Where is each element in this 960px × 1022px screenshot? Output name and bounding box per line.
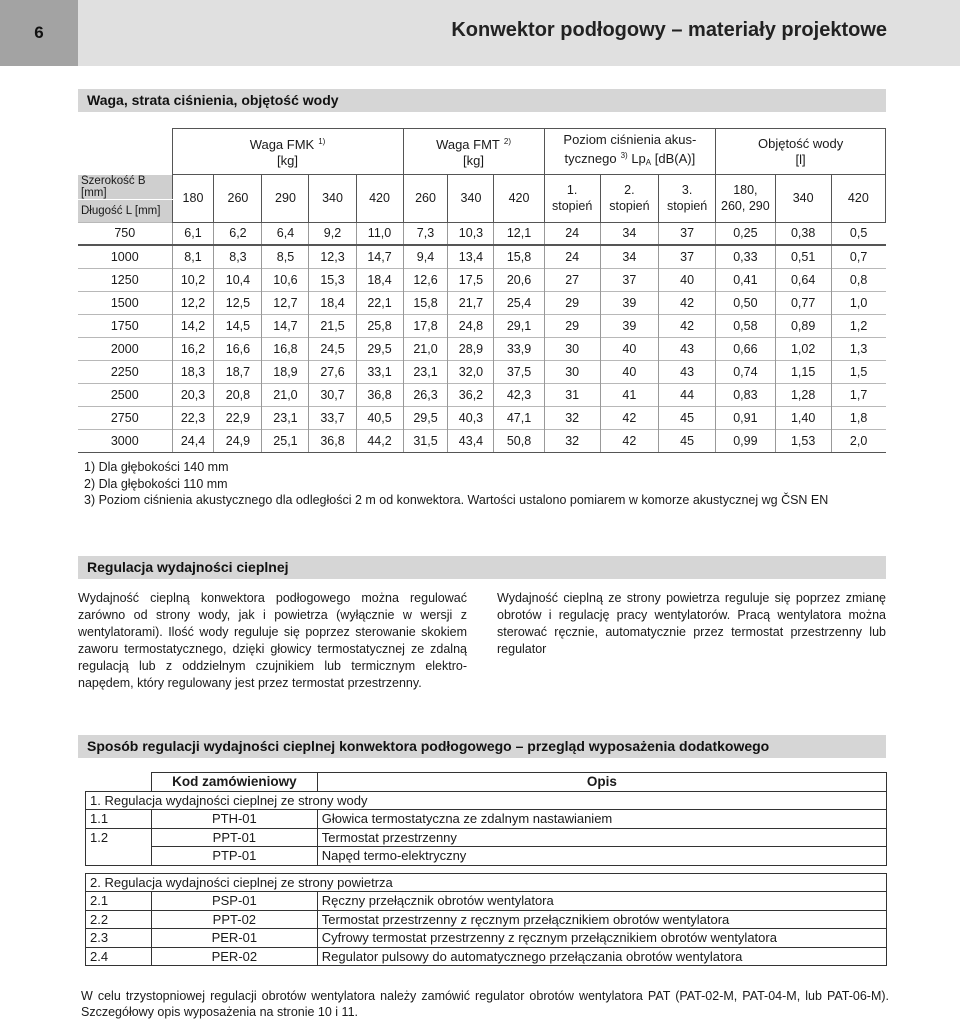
table-cell: 0,33 (716, 245, 775, 268)
table-cell: 40,5 (356, 406, 403, 429)
table-cell: 45 (659, 429, 716, 452)
item-description: Termostat przestrzenny (317, 828, 886, 847)
table-cell: 16,6 (214, 337, 262, 360)
table-cell: 20,3 (172, 383, 214, 406)
table-cell: 22,3 (172, 406, 214, 429)
note: 2) Dla głębokości 110 mm (84, 476, 228, 491)
row-length: 2500 (78, 383, 172, 406)
table-cell: 45 (659, 406, 716, 429)
volume-col-header: 420 (831, 175, 885, 223)
table-cell: 37 (659, 245, 716, 268)
table-cell: 34 (600, 222, 658, 245)
section-title-accessories: Sposób regulacji wydajności cieplnej konwektora podłogowego – przegląd wyposażenia dodatkowego (78, 735, 886, 758)
table-cell: 33,1 (356, 360, 403, 383)
table-cell: 22,9 (214, 406, 262, 429)
table-cell: 0,66 (716, 337, 775, 360)
table-cell: 12,6 (403, 268, 448, 291)
table-cell: 44,2 (356, 429, 403, 452)
table-cell: 0,25 (716, 222, 775, 245)
col-header: 260 (403, 175, 448, 223)
row-length: 3000 (78, 429, 172, 452)
item-code: PTP-01 (151, 847, 317, 866)
col-header: 340 (448, 175, 494, 223)
table-cell: 39 (600, 314, 658, 337)
volume-col-header: 180, 260, 290 (716, 175, 775, 223)
item-description: Regulator pulsowy do automatycznego przełączania obrotów wentylatora (317, 947, 886, 966)
table-row (78, 429, 886, 452)
table-cell: 0,99 (716, 429, 775, 452)
header-volume: Objętość wody [l] (716, 129, 886, 175)
table-cell: 12,7 (262, 291, 309, 314)
note: 3) Poziom ciśnienia akustycznego dla odległości 2 m od konwektora. Wartości ustalono pomiarem w komorze akustycznej wg ČSN EN (84, 493, 829, 507)
table-cell: 28,9 (448, 337, 494, 360)
table-cell: 31 (544, 383, 600, 406)
note: 1) Dla głębokości 140 mm (84, 460, 229, 474)
table-cell: 0,89 (775, 314, 831, 337)
row-length: 1250 (78, 268, 172, 291)
col-header: 420 (356, 175, 403, 223)
table-cell: 2,0 (831, 429, 885, 452)
table-cell: 24 (544, 245, 600, 268)
table-cell: 32 (544, 429, 600, 452)
item-code: PPT-01 (151, 828, 317, 847)
item-number: 2.3 (86, 929, 152, 948)
table-row (78, 291, 886, 314)
group-title: 2. Regulacja wydajności cieplnej ze strony powietrza (86, 873, 887, 892)
group-title: 1. Regulacja wydajności cieplnej ze strony wody (86, 791, 887, 810)
item-description: Napęd termo-elektryczny (317, 847, 886, 866)
accessories-footnote: W celu trzystopniowej regulacji obrotów wentylatora należy zamówić regulator obrotów wentylatora PAT (PAT-02-M, PAT-04-M, lub PAT-06-M). Szczegółowy opis wyposażenia na stronie 10 i 11. (81, 989, 889, 1019)
table-cell: 8,5 (262, 245, 309, 268)
table-cell: 14,2 (172, 314, 214, 337)
section-title-weight: Waga, strata ciśnienia, objętość wody (78, 89, 886, 112)
table-cell: 18,3 (172, 360, 214, 383)
table-cell: 25,1 (262, 429, 309, 452)
table-cell: 13,4 (448, 245, 494, 268)
table-cell: 10,2 (172, 268, 214, 291)
table-cell: 0,74 (716, 360, 775, 383)
table-cell: 24,9 (214, 429, 262, 452)
item-description: Termostat przestrzenny z ręcznym przełącznikiem obrotów wentylatora (317, 910, 886, 929)
row-length: 2750 (78, 406, 172, 429)
table-cell: 29,5 (356, 337, 403, 360)
table-cell: 6,4 (262, 222, 309, 245)
item-code: PSP-01 (151, 892, 317, 911)
table-cell: 10,3 (448, 222, 494, 245)
item-code: PTH-01 (151, 810, 317, 829)
table-row (78, 383, 886, 406)
col-header: 180 (172, 175, 214, 223)
page-header (0, 0, 960, 66)
table-cell: 37,5 (494, 360, 544, 383)
table-cell: 15,3 (309, 268, 356, 291)
col-header: 420 (494, 175, 544, 223)
length-label: Długość L [mm] (78, 199, 172, 222)
stage1-header: 1. stopień (544, 175, 600, 223)
table-cell: 41 (600, 383, 658, 406)
table-cell: 23,1 (403, 360, 448, 383)
table-cell: 42 (600, 406, 658, 429)
table-cell: 6,1 (172, 222, 214, 245)
row-length: 750 (78, 222, 172, 245)
table-cell: 0,83 (716, 383, 775, 406)
table-cell: 20,8 (214, 383, 262, 406)
table-cell: 0,38 (775, 222, 831, 245)
regulation-text-left: Wydajność cieplną konwektora podłogowego można regulować zarówno od strony wody, jak i powietrza (wyłącznie w wersji z wentylatorami). Ilość wody reguluje się poprzez sterowanie skokiem zaworu termostatycznego, dzięki głowicy termostatycznej ze zdalną regulacją lub z oddzielnym czujnikiem lub termicznym elektro-napędem, który regulowany jest przez termostat przestrzenny. (78, 591, 467, 690)
table-cell: 39 (600, 291, 658, 314)
table-cell: 30 (544, 360, 600, 383)
table-cell: 29 (544, 291, 600, 314)
page-title: Konwektor podłogowy – materiały projektowe (451, 19, 887, 41)
table-cell: 18,9 (262, 360, 309, 383)
item-number: 2.4 (86, 947, 152, 966)
table-notes (84, 459, 828, 509)
table-cell: 11,0 (356, 222, 403, 245)
table-cell: 27,6 (309, 360, 356, 383)
table-cell: 1,5 (831, 360, 885, 383)
table-cell: 21,0 (403, 337, 448, 360)
table-cell: 24,8 (448, 314, 494, 337)
table-cell: 6,2 (214, 222, 262, 245)
item-description: Cyfrowy termostat przestrzenny z ręcznym przełącznikiem obrotów wentylatora (317, 929, 886, 948)
row-length: 2000 (78, 337, 172, 360)
item-code: PER-02 (151, 947, 317, 966)
table-cell: 27 (544, 268, 600, 291)
table-cell: 12,1 (494, 222, 544, 245)
table-cell: 22,1 (356, 291, 403, 314)
table-cell: 14,5 (214, 314, 262, 337)
table-cell: 37 (600, 268, 658, 291)
page-number: 6 (0, 0, 78, 66)
table-cell: 18,4 (356, 268, 403, 291)
table-cell: 7,3 (403, 222, 448, 245)
accessories-table (85, 772, 887, 966)
table-cell: 32 (544, 406, 600, 429)
table-cell: 18,4 (309, 291, 356, 314)
col-header: 290 (262, 175, 309, 223)
table-cell: 0,8 (831, 268, 885, 291)
table-cell: 42,3 (494, 383, 544, 406)
table-cell: 14,7 (262, 314, 309, 337)
table-cell: 31,5 (403, 429, 448, 452)
table-cell: 0,41 (716, 268, 775, 291)
table-cell: 32,0 (448, 360, 494, 383)
regulation-text-right: Wydajność cieplną ze strony powietrza reguluje się poprzez zmianę obrotów i regulację pracy wentylatorów. Pracą wentylatora można sterować ręcznie, automatycznie przez termostat przestrzenny lub regulator (497, 591, 886, 656)
table-cell: 43 (659, 337, 716, 360)
table-cell: 43 (659, 360, 716, 383)
item-number (86, 847, 152, 866)
table-cell: 21,7 (448, 291, 494, 314)
table-cell: 1,7 (831, 383, 885, 406)
table-cell: 12,5 (214, 291, 262, 314)
table-cell: 40 (659, 268, 716, 291)
header-fmk: Waga FMK $^{1)}$ [kg] (172, 129, 403, 175)
table-row (78, 337, 886, 360)
table-cell: 29,1 (494, 314, 544, 337)
table-cell: 0,64 (775, 268, 831, 291)
table-cell: 1,02 (775, 337, 831, 360)
table-cell: 50,8 (494, 429, 544, 452)
item-number: 1.1 (86, 810, 152, 829)
table-cell: 33,9 (494, 337, 544, 360)
table-cell: 24,4 (172, 429, 214, 452)
table-cell: 25,4 (494, 291, 544, 314)
table-row (78, 268, 886, 291)
table-cell: 40 (600, 337, 658, 360)
table-cell: 30 (544, 337, 600, 360)
table-cell: 21,5 (309, 314, 356, 337)
table-cell: 8,1 (172, 245, 214, 268)
table-cell: 0,50 (716, 291, 775, 314)
table-cell: 1,8 (831, 406, 885, 429)
header-order-code: Kod zamówieniowy (151, 773, 317, 792)
table-cell: 21,0 (262, 383, 309, 406)
table-cell: 42 (600, 429, 658, 452)
table-row (78, 314, 886, 337)
table-cell: 24,5 (309, 337, 356, 360)
table-cell: 36,8 (309, 429, 356, 452)
stage2-header: 2. stopień (600, 175, 658, 223)
table-cell: 0,51 (775, 245, 831, 268)
table-cell: 15,8 (494, 245, 544, 268)
table-cell: 26,3 (403, 383, 448, 406)
table-cell: 16,2 (172, 337, 214, 360)
table-cell: 9,4 (403, 245, 448, 268)
table-cell: 25,8 (356, 314, 403, 337)
table-cell: 12,3 (309, 245, 356, 268)
table-cell: 0,58 (716, 314, 775, 337)
table-cell: 0,7 (831, 245, 885, 268)
table-cell: 0,77 (775, 291, 831, 314)
table-cell: 12,2 (172, 291, 214, 314)
table-cell: 0,91 (716, 406, 775, 429)
item-number: 1.2 (86, 828, 152, 847)
row-length: 2250 (78, 360, 172, 383)
table-cell: 1,53 (775, 429, 831, 452)
table-row (78, 222, 886, 245)
header-description: Opis (317, 773, 886, 792)
table-cell: 10,6 (262, 268, 309, 291)
row-length: 1000 (78, 245, 172, 268)
table-cell: 15,8 (403, 291, 448, 314)
spacer (86, 865, 887, 873)
header-noise: Poziom ciśnienia akus- tycznego $^{3)}$ $Lp_A$ [dB(A)] (544, 129, 716, 175)
table-cell: 24 (544, 222, 600, 245)
table-cell: 1,15 (775, 360, 831, 383)
section-title-regulation: Regulacja wydajności cieplnej (78, 556, 886, 579)
col-header: 340 (309, 175, 356, 223)
table-cell: 43,4 (448, 429, 494, 452)
table-cell: 14,7 (356, 245, 403, 268)
item-number: 2.1 (86, 892, 152, 911)
weight-table (78, 128, 886, 453)
table-cell: 1,40 (775, 406, 831, 429)
table-cell: 33,7 (309, 406, 356, 429)
table-cell: 17,5 (448, 268, 494, 291)
table-cell: 47,1 (494, 406, 544, 429)
stage3-header: 3. stopień (659, 175, 716, 223)
volume-col-header: 340 (775, 175, 831, 223)
table-cell: 37 (659, 222, 716, 245)
table-cell: 36,2 (448, 383, 494, 406)
table-cell: 30,7 (309, 383, 356, 406)
table-row (78, 245, 886, 268)
width-label: Szerokość B [mm] (78, 175, 172, 200)
table-cell: 1,28 (775, 383, 831, 406)
table-cell: 17,8 (403, 314, 448, 337)
item-code: PER-01 (151, 929, 317, 948)
table-cell: 42 (659, 314, 716, 337)
empty-header-cell (86, 773, 152, 792)
table-cell: 20,6 (494, 268, 544, 291)
table-cell: 42 (659, 291, 716, 314)
table-cell: 0,5 (831, 222, 885, 245)
table-cell: 23,1 (262, 406, 309, 429)
table-cell: 29 (544, 314, 600, 337)
table-cell: 1,3 (831, 337, 885, 360)
row-length: 1750 (78, 314, 172, 337)
table-cell: 8,3 (214, 245, 262, 268)
table-cell: 9,2 (309, 222, 356, 245)
table-cell: 18,7 (214, 360, 262, 383)
item-description: Ręczny przełącznik obrotów wentylatora (317, 892, 886, 911)
table-row (78, 406, 886, 429)
table-cell: 10,4 (214, 268, 262, 291)
table-cell: 34 (600, 245, 658, 268)
table-cell: 1,2 (831, 314, 885, 337)
table-cell: 1,0 (831, 291, 885, 314)
item-description: Głowica termostatyczna ze zdalnym nastawianiem (317, 810, 886, 829)
table-row (78, 360, 886, 383)
table-cell: 36,8 (356, 383, 403, 406)
corner-cell (78, 129, 172, 175)
item-code: PPT-02 (151, 910, 317, 929)
table-cell: 16,8 (262, 337, 309, 360)
item-number: 2.2 (86, 910, 152, 929)
table-cell: 44 (659, 383, 716, 406)
col-header: 260 (214, 175, 262, 223)
table-cell: 29,5 (403, 406, 448, 429)
table-cell: 40 (600, 360, 658, 383)
row-length: 1500 (78, 291, 172, 314)
header-fmt: Waga FMT $^{2)}$ [kg] (403, 129, 544, 175)
table-cell: 40,3 (448, 406, 494, 429)
